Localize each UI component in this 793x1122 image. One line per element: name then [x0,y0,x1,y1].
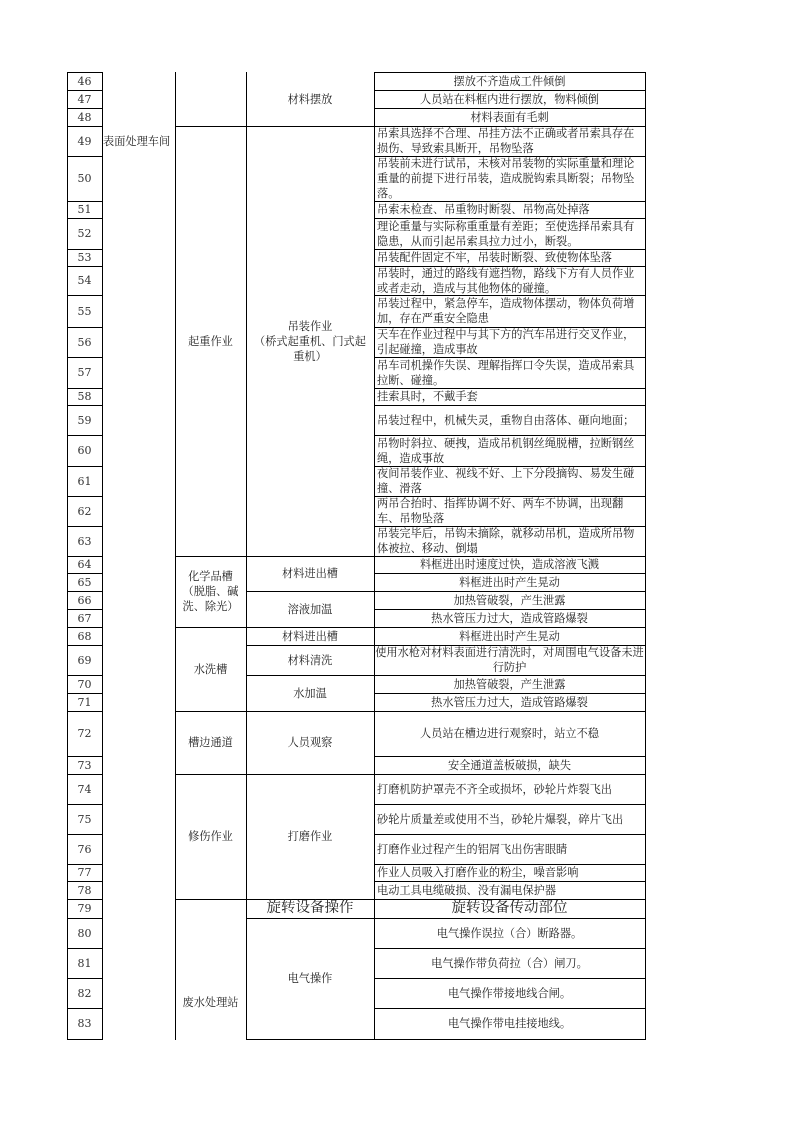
grid-line [67,405,102,406]
grid-line [67,899,102,900]
row-number: 62 [77,504,92,518]
hazard-description: 两吊合抬时、指挥协调不好、两车不协调，出现翻车、吊物坠落 [377,497,624,525]
row-number: 70 [77,677,92,691]
grid-line [67,327,102,328]
grid-line [67,834,102,835]
row-number: 55 [77,304,92,318]
hazard-description: 安全通道盖板破损，缺失 [447,758,572,772]
hazard-description: 吊装配件固定不牢，吊装时断裂、致使物体坠落 [377,251,612,264]
left-border [67,72,68,1040]
grid-line [374,774,645,775]
grid-line [374,496,645,497]
grid-line [67,357,102,358]
row-number: 78 [77,883,92,897]
grid-line [67,609,102,610]
grid-line [67,90,102,91]
hazard-description: 吊装过程中，紧急停车，造成物体摆动，物体负荷增加，存在严重安全隐患 [377,297,635,325]
hazard-description: 加热管破裂，产生泄露 [453,677,566,691]
activity-lifting [246,126,374,556]
hazard-description: 旋转设备传动部位 [451,900,568,916]
activity-rotating-equipment: 旋转设备操作 [266,900,354,916]
row-number: 50 [77,172,92,185]
hazard-description: 热水管压力过大，造成管路爆裂 [431,695,588,709]
grid-line [67,774,102,775]
row-number: 67 [77,611,92,625]
grid-line [374,108,645,109]
grid-line [374,918,645,919]
row-number: 77 [77,866,92,879]
hazard-description: 打磨机防护罩壳不齐全或损坏，砂轮片炸裂飞出 [377,782,612,796]
row-number: 66 [77,593,92,607]
row-number: 72 [77,727,92,740]
grid-line [67,156,102,157]
hazard-description: 吊装时，通过的路线有遮挡物，路线下方有人员作业或者走动，造成与其他物体的碰撞。 [377,266,635,295]
grid-line [374,609,645,610]
row-number: 75 [77,812,92,826]
grid-line [67,573,102,574]
grid-line [67,249,102,250]
grid-line [374,556,645,557]
row-number: 54 [77,274,92,287]
col-divider [246,72,247,1040]
grid-line [374,295,645,296]
bottom-border [67,1039,102,1040]
grid-line [67,126,102,127]
grid-line [67,864,102,865]
grid-line [374,156,645,157]
row-number: 49 [77,134,92,148]
hazard-description: 人员站在料框内进行摆放，物料倾倒 [419,92,599,106]
grid-line [67,645,102,646]
grid-line [374,526,645,527]
grid-line [374,645,645,646]
activity-material-in-out: 材料进出槽 [282,567,338,580]
area-wash-tank: 水洗槽 [193,662,228,676]
grid-line [67,435,102,436]
grid-line [67,72,102,73]
grid-line [67,804,102,805]
row-number: 51 [77,203,92,216]
grid-line [67,266,102,267]
grid-line [67,711,102,712]
grid-line [67,108,102,109]
grid-line [374,675,645,676]
hazard-description: 吊索未检查、吊重物时断裂、吊物高处掉落 [377,203,590,216]
row-number: 56 [77,335,92,349]
area-chemical-tank-line: 化学品槽 [188,570,233,583]
activity-material-placement: 材料摆放 [287,92,333,106]
row-number: 57 [77,366,92,379]
hazard-description: 电气操作带接地线合闸。 [447,986,572,1000]
hazard-description: 理论重量与实际称重重量有差距；至使选择吊索具有隐患，从而引起吊索具拉力过小，断裂。 [377,219,635,248]
hazard-description: 电气操作带电挂接地线。 [447,1017,572,1030]
area-tank-aisle: 槽边通道 [188,736,233,749]
row-number: 82 [77,986,92,1000]
grid-line [374,249,645,250]
hazard-description: 挂索具时，不戴手套 [377,390,478,403]
grid-line [67,556,102,557]
grid-line [67,201,102,202]
grid-line [374,711,645,712]
area-repair: 修伤作业 [188,830,233,843]
row-number: 68 [77,629,92,643]
row-number: 60 [77,444,92,457]
hazard-description: 热水管压力过大，造成管路爆裂 [431,611,588,625]
grid-line [374,1008,645,1009]
grid-line [67,948,102,949]
grid-line [67,918,102,919]
hazard-description: 电动工具电缆破损、没有漏电保护器 [377,883,557,897]
grid-line [67,388,102,389]
grid-line [67,627,102,628]
row-number: 64 [77,558,92,571]
grid-line [374,357,645,358]
grid-line [67,218,102,219]
grid-line [374,573,645,574]
activity-material-in-out: 材料进出槽 [282,629,338,643]
row-number: 81 [77,956,92,970]
grid-line [67,526,102,527]
hazard-description: 料框进出时速度过快，造成溶液飞溅 [419,558,599,571]
activity-water-heating: 水加温 [293,686,327,700]
grid-line [374,435,645,436]
grid-line [374,864,645,865]
row-number: 58 [77,390,92,403]
hazard-description: 使用水枪对材料表面进行清洗时，对周围电气设备未进行防护 [375,646,644,674]
grid-line [67,466,102,467]
grid-line [374,266,645,267]
grid-line [374,948,645,949]
area-chemical-tank-line: （脱脂、碱 [182,585,239,598]
grid-line [67,978,102,979]
area-wastewater: 废水处理站 [182,996,239,1009]
hazard-description: 吊装过程中，机械失灵，重物自由落体、砸向地面； [377,413,635,427]
hazard-description: 砂轮片质量差或使用不当，砂轮片爆裂，碎片飞出 [377,812,624,826]
grid-line [374,126,645,127]
hazard-description: 吊装前未进行试吊，未核对吊装物的实际重量和理论重量的前提下进行吊装，造成脱钩索具断裂；吊物坠落。 [377,157,635,200]
col-divider [175,72,176,1040]
hazard-description: 摆放不齐造成工件倾倒 [453,74,566,88]
hazard-description: 电气操作误拉（合）断路器。 [436,926,583,940]
hazard-description: 人员站在槽边进行观察时，站立不稳 [419,727,599,740]
row-number: 79 [77,902,92,915]
hazard-description: 打磨作业过程产生的铝屑飞出伤害眼睛 [377,842,568,856]
grid-line [374,881,645,882]
grid-line [374,327,645,328]
row-number: 65 [77,575,92,589]
grid-line [374,466,645,467]
hazard-description: 吊物时斜拉、硬拽，造成吊机钢丝绳脱槽，拉断钢丝绳，造成事故 [377,436,635,465]
row-number: 59 [77,413,92,427]
grid-line [67,1008,102,1009]
activity-observation: 人员观察 [287,736,333,749]
grid-line [67,675,102,676]
hazard-description: 电气操作带负荷拉（合）闸刀。 [431,956,588,970]
grid-line [374,627,645,628]
hazard-description: 夜间吊装作业、视线不好、上下分段摘钩、易发生碰撞、滑落 [377,467,635,495]
area-chemical-tank-line: 洗、除光） [182,600,239,613]
row-number: 80 [77,926,92,940]
row-number: 61 [77,474,92,488]
workshop-name: 表面处理车间 [103,134,171,148]
bottom-border [246,1039,645,1040]
grid-line [374,834,645,835]
row-number: 69 [77,653,92,667]
row-number: 46 [77,74,92,88]
grid-line [67,881,102,882]
grid-line [67,693,102,694]
row-number: 47 [77,92,92,106]
right-border [645,72,646,1040]
hazard-description: 材料表面有毛刺 [470,110,549,124]
activity-lifting-line: （桥式起重机、门式起 [254,334,366,348]
col-divider [102,72,103,1040]
hazard-description: 加热管破裂，产生泄露 [453,593,566,607]
grid-line [374,804,645,805]
grid-line [67,591,102,592]
row-number: 53 [77,251,92,264]
hazard-description: 吊索具选择不合理、吊挂方法不正确或者吊索具存在损伤、导致索具断开，吊物坠落 [377,127,635,155]
hazard-description: 料框进出时产生晃动 [459,629,560,643]
grid-line [67,756,102,757]
row-number: 63 [77,534,92,548]
grid-line [67,295,102,296]
grid-line [67,496,102,497]
grid-line [374,72,645,73]
row-number: 74 [77,782,92,796]
area-chemical-tank [175,556,246,627]
area-lifting: 起重作业 [188,334,233,348]
grid-line [374,201,645,202]
grid-line [374,388,645,389]
row-number: 73 [77,758,92,772]
activity-grinding: 打磨作业 [287,830,333,843]
row-number: 71 [77,695,92,709]
grid-line [374,405,645,406]
grid-line [374,591,645,592]
activity-solution-heating: 溶液加温 [287,602,333,616]
hazard-description: 作业人员吸入打磨作业的粉尘，噪音影响 [377,866,579,879]
row-number: 52 [77,227,92,240]
row-number: 83 [77,1017,92,1030]
hazard-description: 料框进出时产生晃动 [459,575,560,589]
hazard-description: 吊车司机操作失误、理解指挥口令失误，造成吊索具拉断、碰撞。 [377,358,635,387]
grid-line [374,756,645,757]
grid-line [374,90,645,91]
activity-lifting-line: 吊装作业 [287,319,333,333]
grid-line [374,899,645,900]
hazard-description: 天车在作业过程中与其下方的汽车吊进行交叉作业，引起碰撞，造成事故 [377,328,635,356]
grid-line [374,693,645,694]
activity-material-cleaning: 材料清洗 [287,653,333,667]
grid-line [374,978,645,979]
activity-lifting-line: 重机） [293,349,327,363]
row-number: 76 [77,842,92,856]
grid-line [374,218,645,219]
hazard-description: 吊装完毕后，吊钩未摘除，就移动吊机，造成所吊物体被拉、移动、倒塌 [377,527,635,555]
activity-electrical: 电气操作 [287,972,333,985]
row-number: 48 [77,110,92,124]
col-divider [374,72,375,1040]
